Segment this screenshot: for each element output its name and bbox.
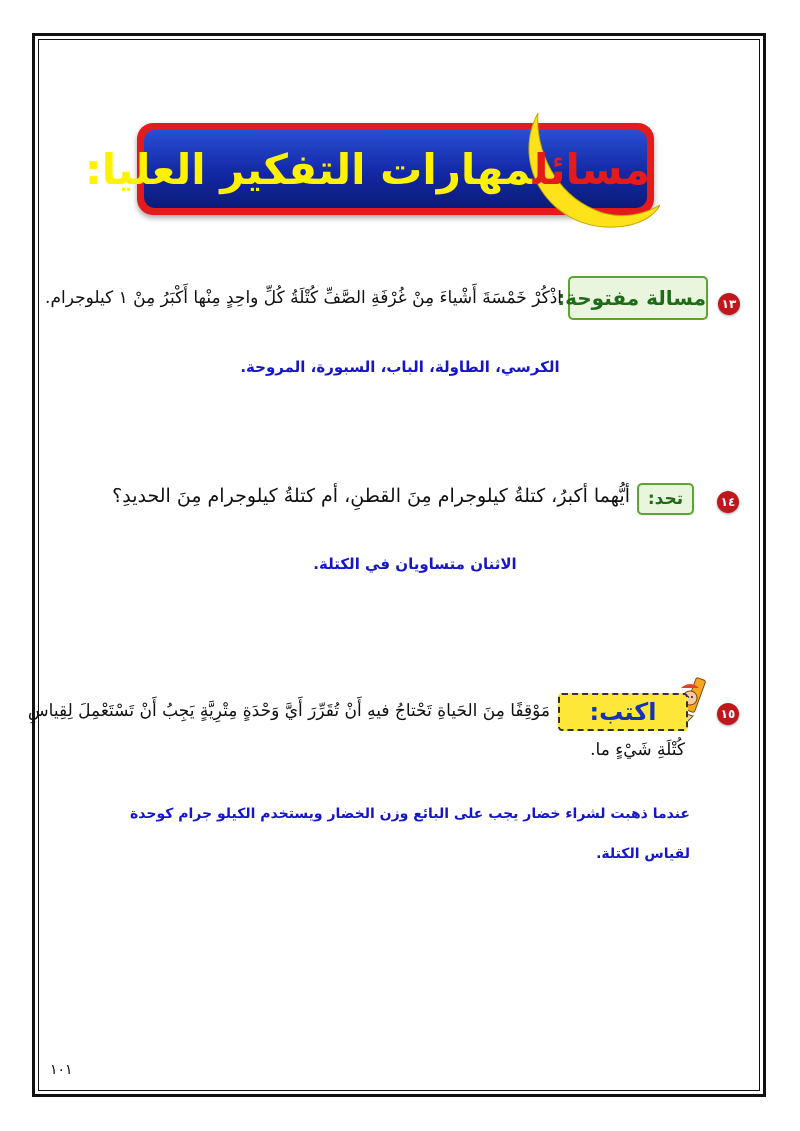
- challenge-label: تحد:: [637, 483, 694, 515]
- banner-title-yellow-words: مهارات التفكير العليا:: [84, 145, 533, 194]
- question-13-number-badge: ١٣: [718, 293, 740, 315]
- question-15-answer-line-2: لقياس الكتلة.: [596, 846, 690, 862]
- question-15-answer-line-1: عندما ذهبت لشراء خضار يجب على البائع وزن الخضار ويستخدم الكيلو جرام كوحدة: [130, 806, 690, 822]
- question-15-text-line-1: مَوْقِفًا مِنَ الحَياةِ تَحْتاجُ فيهِ أَنْ تُقَرِّرَ أَيَّ وَحْدَةٍ مِتْرِيَّةٍ يَجِبُ أَنْ تَسْتَعْمِلَ لِقِياسِ: [27, 701, 550, 721]
- question-14-text: أيُّهما أكبرُ، كتلةُ كيلوجرام مِنَ القطنِ، أم كتلةُ كيلوجرام مِنَ الحديدِ؟: [112, 485, 630, 507]
- write-label: اكتب:: [558, 693, 688, 731]
- question-13-answer: الكرسي، الطاولة، الباب، السبورة، المروحة.: [240, 358, 560, 376]
- banner-title-red-word: مسائل: [532, 145, 650, 194]
- question-15-number-badge: ١٥: [717, 703, 739, 725]
- question-14-answer: الاثنان متساويان في الكتلة.: [313, 555, 517, 573]
- question-14-number-badge: ١٤: [717, 491, 739, 513]
- open-problem-label: مسالة مفتوحة:: [568, 276, 708, 320]
- question-13-text: اذْكُرْ خَمْسَةَ أَشْياءَ مِنْ غُرْفَةِ الصَّفِّ كُتْلَةُ كُلِّ واحِدٍ مِنْها أَكْبَرُ مِنْ ١ كيلوجرام.: [45, 288, 562, 308]
- page-number: ١٠١: [50, 1062, 73, 1078]
- question-15-text-line-2: كُتْلَةِ شَيْءٍ ما.: [590, 740, 685, 760]
- banner-title: [84, 130, 650, 210]
